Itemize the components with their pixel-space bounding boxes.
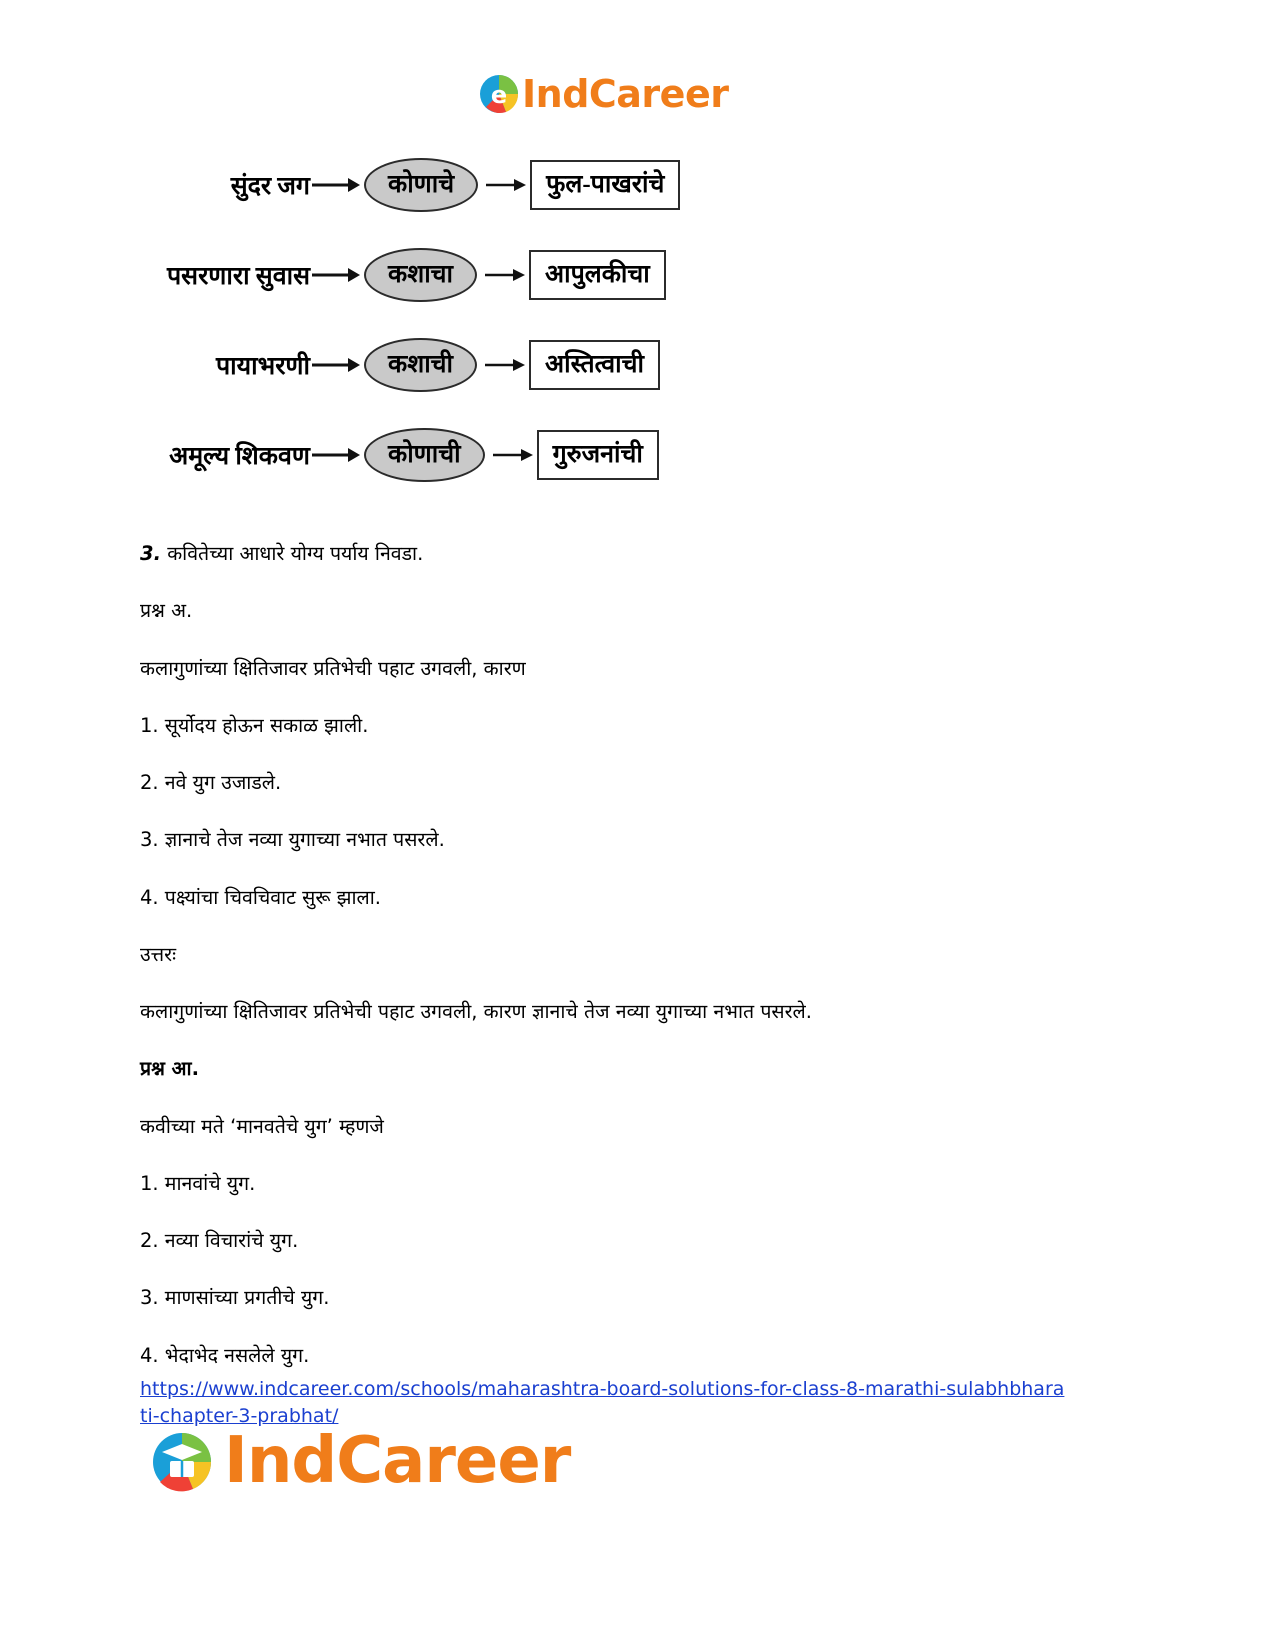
footer-logo-text-career: Career (336, 1424, 571, 1498)
diagram-row-ellipse: कोणाचे (364, 158, 478, 212)
diagram-row-label: सुंदर जग (230, 173, 310, 200)
question-b-option-4: 4. भेदाभेद नसलेले युग. (140, 1343, 310, 1367)
answer-a-text: कलागुणांच्या क्षितिजावर प्रतिभेची पहाट उगवली, कारण ज्ञानाचे तेज नव्या युगाच्या नभात पसरले. (140, 1000, 812, 1024)
arrow-right-icon (310, 266, 360, 284)
diagram-row (140, 140, 760, 230)
diagram-row (140, 410, 760, 500)
question-3-heading (140, 540, 1100, 568)
svg-text:e: e (490, 81, 508, 109)
diagram-row (140, 320, 760, 410)
arrow-right-icon (483, 357, 525, 373)
arrow-right-icon (491, 447, 533, 463)
diagram-row-box: फुल-पाखरांचे (530, 160, 680, 210)
question-b-option-2: 2. नव्या विचारांचे युग. (140, 1229, 299, 1253)
header-logo-text-ind: Ind (522, 72, 589, 116)
diagram-row-ellipse: कशाची (364, 338, 477, 392)
diagram-row-box: गुरुजनांची (537, 430, 659, 480)
arrow-right-icon (483, 267, 525, 283)
concept-diagram (140, 140, 760, 515)
source-url-link[interactable]: https://www.indcareer.com/schools/maharashtra-board-solutions-for-class-8-marathi-sulabhbharati-chapter-3-prabhat/ (140, 1377, 1065, 1427)
diagram-row (140, 230, 760, 320)
document-content (140, 540, 1100, 1430)
question-a-option-4: 4. पक्ष्यांचा चिवचिवाट सुरू झाला. (140, 885, 381, 909)
arrow-right-icon (484, 177, 526, 193)
indcareer-e-icon (478, 73, 520, 115)
arrow-right-icon (310, 176, 360, 194)
question-b-label: प्रश्न आ. (140, 1057, 200, 1081)
question-a-label: प्रश्न अ. (140, 599, 193, 623)
diagram-row-label: पसरणारा सुवास (166, 263, 310, 290)
footer-logo (146, 1425, 570, 1497)
question-b-option-1: 1. मानवांचे युग. (140, 1171, 256, 1195)
diagram-row-label: अमूल्य शिकवण (169, 443, 310, 470)
question-b-stem: कवीच्या मते ‘मानवतेचे युग’ म्हणजे (140, 1114, 384, 1138)
question-a-option-1: 1. सूर्योदय होऊन सकाळ झाली. (140, 713, 369, 737)
question-a-option-3: 3. ज्ञानाचे तेज नव्या युगाच्या नभात पसरले. (140, 828, 445, 852)
diagram-row-ellipse: कशाचा (364, 248, 477, 302)
question-a-stem: कलागुणांच्या क्षितिजावर प्रतिभेची पहाट उगवली, कारण (140, 656, 526, 680)
diagram-row-ellipse: कोणाची (364, 428, 485, 482)
diagram-row-box: आपुलकीचा (529, 250, 666, 300)
header-logo (478, 68, 728, 120)
diagram-row-box: अस्तित्वाची (529, 340, 660, 390)
arrow-right-icon (310, 356, 360, 374)
footer-logo-text-ind: Ind (224, 1424, 337, 1498)
question-a-option-2: 2. नवे युग उजाडले. (140, 771, 282, 795)
question-3-number: 3. (140, 542, 161, 565)
question-3-text: कवितेच्या आधारे योग्य पर्याय निवडा. (167, 542, 424, 565)
answer-label: उत्तरः (140, 942, 177, 966)
question-b-option-3: 3. माणसांच्या प्रगतीचे युग. (140, 1286, 330, 1310)
header-logo-text-career: Career (588, 72, 729, 116)
graduation-cap-book-icon (146, 1428, 218, 1494)
arrow-right-icon (310, 446, 360, 464)
diagram-row-label: पायाभरणी (215, 353, 310, 380)
